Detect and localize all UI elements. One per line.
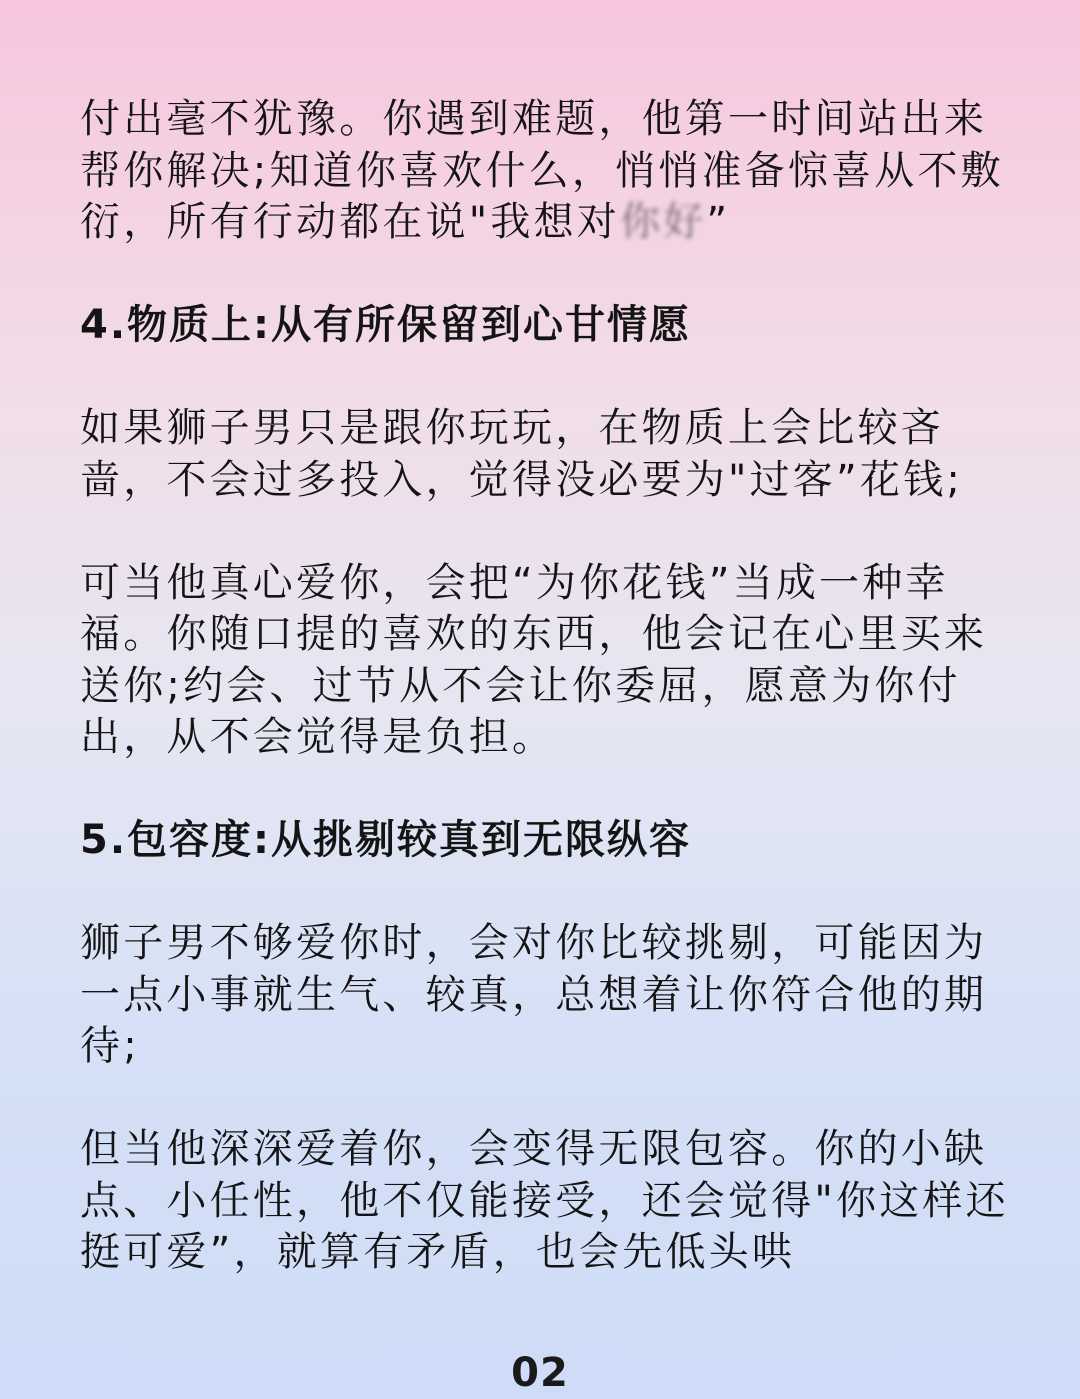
paragraph-actions-text: 付出毫不犹豫。你遇到难题，他第一时间站出来帮你解决;知道你喜欢什么，悄悄准备惊喜从不敷衍，所有行动都在说"我想对 <box>80 96 1004 245</box>
spacer <box>80 506 1010 558</box>
blurred-text: 你好 <box>620 199 707 245</box>
page-number: 02 <box>511 1350 569 1396</box>
article-body <box>80 94 1010 1279</box>
section-heading-5: 5.包容度:从挑剔较真到无限纵容 <box>80 817 692 863</box>
paragraph-material-not-love: 如果狮子男只是跟你玩玩，在物质上会比较吝啬，不会过多投入，觉得没必要为"过客”花钱; <box>80 405 963 503</box>
closing-quote: ” <box>706 199 731 245</box>
spacer <box>80 249 1010 301</box>
paragraph-material-love: 可当他真心爱你，会把“为你花钱”当成一种幸福。你随口提的喜欢的东西，他会记在心里买来送你;约会、过节从不会让你委屈，愿意为你付出，从不会觉得是负担。 <box>80 559 988 760</box>
paragraph-tolerance-love: 但当他深深爱着你，会变得无限包容。你的小缺点、小任性，他不仅能接受，还会觉得"你这样还挺可爱”，就算有矛盾，也会先低头哄 <box>80 1126 1009 1275</box>
paragraph-tolerance-not-love: 狮子男不够爱你时，会对你比较挑剔，可能因为一点小事就生气、较真，总想着让你符合他的期待; <box>80 920 988 1069</box>
spacer <box>80 764 1010 816</box>
spacer <box>80 352 1010 404</box>
paragraph-actions <box>80 94 1010 249</box>
spacer <box>80 867 1010 919</box>
section-heading-4: 4.物质上:从有所保留到心甘情愿 <box>80 302 692 348</box>
spacer <box>80 1073 1010 1125</box>
